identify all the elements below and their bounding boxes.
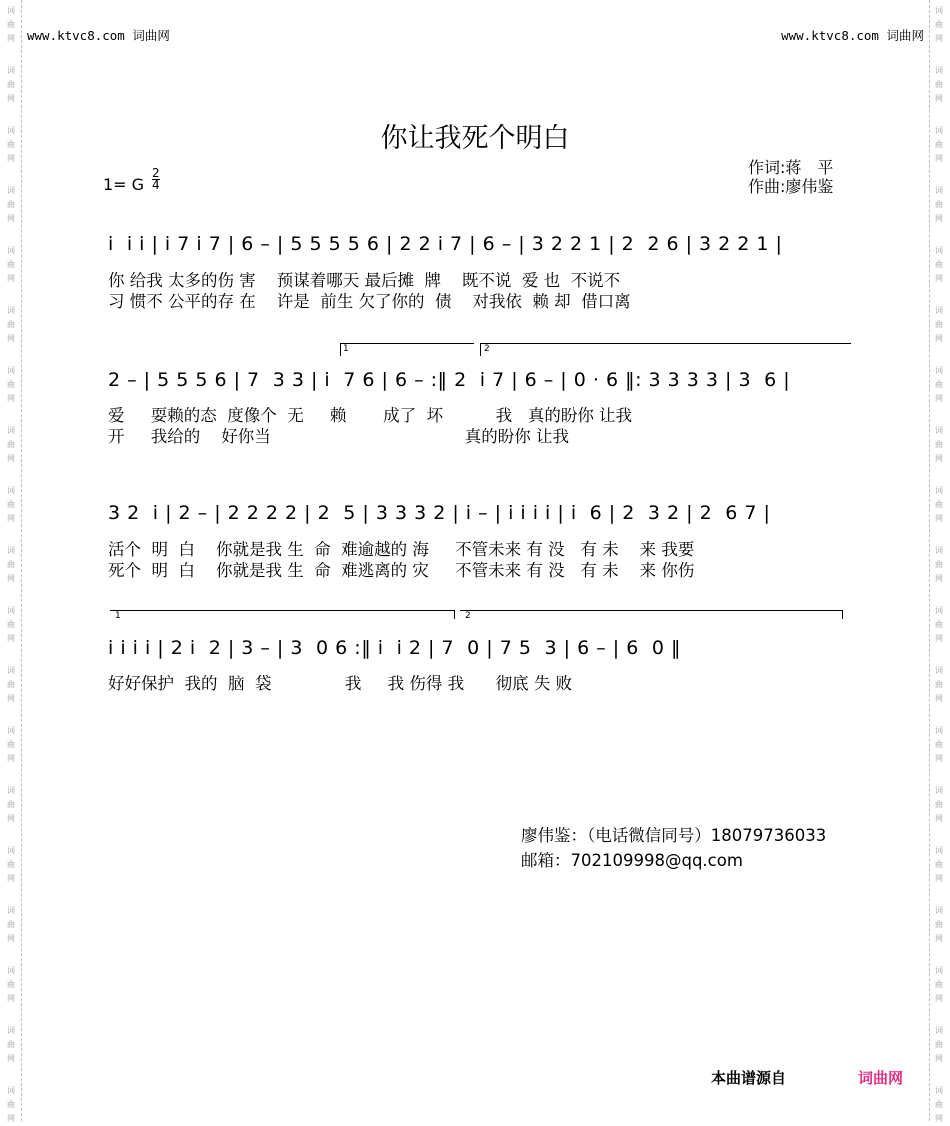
site-url-right: www.ktvc8.com 词曲网 bbox=[781, 28, 924, 43]
side-watermark: 词 曲 网 bbox=[7, 786, 15, 823]
side-watermark: 词 曲 网 bbox=[935, 186, 943, 223]
composer: 作曲:廖伟鉴 bbox=[748, 177, 834, 196]
side-watermark: 词 曲 网 bbox=[7, 6, 15, 43]
side-watermark: 词 曲 网 bbox=[935, 66, 943, 103]
side-watermark: 词 曲 网 bbox=[7, 966, 15, 1003]
volta-number-4: 2 bbox=[465, 611, 471, 621]
right-watermark-strip bbox=[928, 0, 950, 1121]
side-watermark: 词 曲 网 bbox=[935, 606, 943, 643]
notation-line-3: 3 2 i | 2 – | 2 2 2 2 | 2 5 | 3 3 3 2 | i – | i i i i | i 6 | 2 3 2 | 2 6 7 | bbox=[108, 502, 771, 524]
lyrics-line-3a: 活个 明 白 你就是我 生 命 难逾越的 海 不管未来 有 没 有 未 来 我要 bbox=[108, 540, 695, 559]
lyricist: 作词:蒋 平 bbox=[748, 158, 834, 177]
side-watermark: 词 曲 网 bbox=[935, 1086, 943, 1123]
side-watermark: 词 曲 网 bbox=[7, 1026, 15, 1063]
side-watermark: 词 曲 网 bbox=[7, 426, 15, 463]
brand-link[interactable]: 词曲网 bbox=[858, 1069, 904, 1087]
left-watermark-strip bbox=[0, 0, 22, 1121]
volta-bracket-2 bbox=[480, 343, 851, 356]
side-watermark: 词 曲 网 bbox=[7, 366, 15, 403]
side-watermark: 词 曲 网 bbox=[7, 726, 15, 763]
lyrics-line-4a: 好好保护 我的 脑 袋 我 我 伤得 我 彻底 失 败 bbox=[108, 674, 573, 693]
side-watermark: 词 曲 网 bbox=[935, 6, 943, 43]
volta-number-3: 1 bbox=[115, 611, 121, 621]
side-watermark: 词 曲 网 bbox=[935, 546, 943, 583]
time-signature: 2 4 bbox=[152, 166, 160, 192]
lyrics-line-1a: 你 给我 太多的伤 害 预谋着哪天 最后摊 牌 既不说 爱 也 不说不 bbox=[108, 271, 621, 290]
lyrics-line-2a: 爱 耍赖的态 度像个 无 赖 成了 坏 我 真的盼你 让我 bbox=[108, 406, 633, 425]
side-watermark: 词 曲 网 bbox=[7, 66, 15, 103]
side-watermark: 词 曲 网 bbox=[7, 306, 15, 343]
volta-number-2: 2 bbox=[484, 344, 490, 354]
side-watermark: 词 曲 网 bbox=[935, 846, 943, 883]
side-watermark: 词 曲 网 bbox=[935, 1026, 943, 1063]
site-url-left: www.ktvc8.com 词曲网 bbox=[27, 28, 170, 43]
side-watermark: 词 曲 网 bbox=[935, 906, 943, 943]
side-watermark: 词 曲 网 bbox=[7, 186, 15, 223]
side-watermark: 词 曲 网 bbox=[935, 486, 943, 523]
side-watermark: 词 曲 网 bbox=[7, 606, 15, 643]
contact-phone: 廖伟鉴：（电话微信同号）18079736033 bbox=[521, 826, 827, 845]
key-signature: 1= G bbox=[103, 175, 145, 194]
credits bbox=[748, 158, 833, 196]
lyrics-line-1b: 习 惯不 公平的存 在 许是 前生 欠了你的 债 对我依 赖 却 借口离 bbox=[108, 292, 631, 311]
side-watermark: 词 曲 网 bbox=[935, 426, 943, 463]
side-watermark: 词 曲 网 bbox=[935, 786, 943, 823]
side-watermark: 词 曲 网 bbox=[7, 666, 15, 703]
source-label: 本曲谱源自 bbox=[711, 1069, 787, 1087]
side-watermark: 词 曲 网 bbox=[7, 246, 15, 283]
notation-line-2: 2 – | 5 5 5 6 | 7 3 3 | i 7 6 | 6 – :‖ 2 i 7 | 6 – | 0 · 6 ‖: 3 3 3 3 | 3 6 | bbox=[108, 369, 791, 391]
side-watermark: 词 曲 网 bbox=[7, 846, 15, 883]
side-watermark: 词 曲 网 bbox=[935, 726, 943, 763]
side-watermark: 词 曲 网 bbox=[7, 126, 15, 163]
side-watermark: 词 曲 网 bbox=[935, 966, 943, 1003]
side-watermark: 词 曲 网 bbox=[7, 1086, 15, 1123]
notation-line-1: i i i | i 7 i 7 | 6 – | 5 5 5 5 6 | 2 2 i 7 | 6 – | 3 2 2 1 | 2 2 6 | 3 2 2 1 | bbox=[108, 233, 783, 255]
volta-number-1: 1 bbox=[343, 344, 349, 354]
side-watermark: 词 曲 网 bbox=[935, 366, 943, 403]
side-watermark: 词 曲 网 bbox=[935, 666, 943, 703]
side-watermark: 词 曲 网 bbox=[7, 486, 15, 523]
volta-bracket-4 bbox=[460, 610, 843, 619]
side-watermark: 词 曲 网 bbox=[7, 906, 15, 943]
lyrics-line-2b: 开 我给的 好你当 真的盼你 让我 bbox=[108, 427, 570, 446]
lyrics-line-3b: 死个 明 白 你就是我 生 命 难逃离的 灾 不管未来 有 没 有 未 来 你伤 bbox=[108, 561, 695, 580]
song-title: 你让我死个明白 bbox=[380, 123, 570, 154]
side-watermark: 词 曲 网 bbox=[935, 126, 943, 163]
side-watermark: 词 曲 网 bbox=[7, 546, 15, 583]
side-watermark: 词 曲 网 bbox=[935, 306, 943, 343]
notation-line-4: i i i i | 2 i 2 | 3 – | 3 0 6 :‖ i i 2 | 7 0 | 7 5 3 | 6 – | 6 0 ‖ bbox=[108, 637, 681, 659]
side-watermark: 词 曲 网 bbox=[935, 246, 943, 283]
contact-email: 邮箱：702109998@qq.com bbox=[521, 851, 743, 870]
volta-bracket-3 bbox=[110, 610, 455, 619]
volta-bracket-1 bbox=[340, 343, 474, 356]
